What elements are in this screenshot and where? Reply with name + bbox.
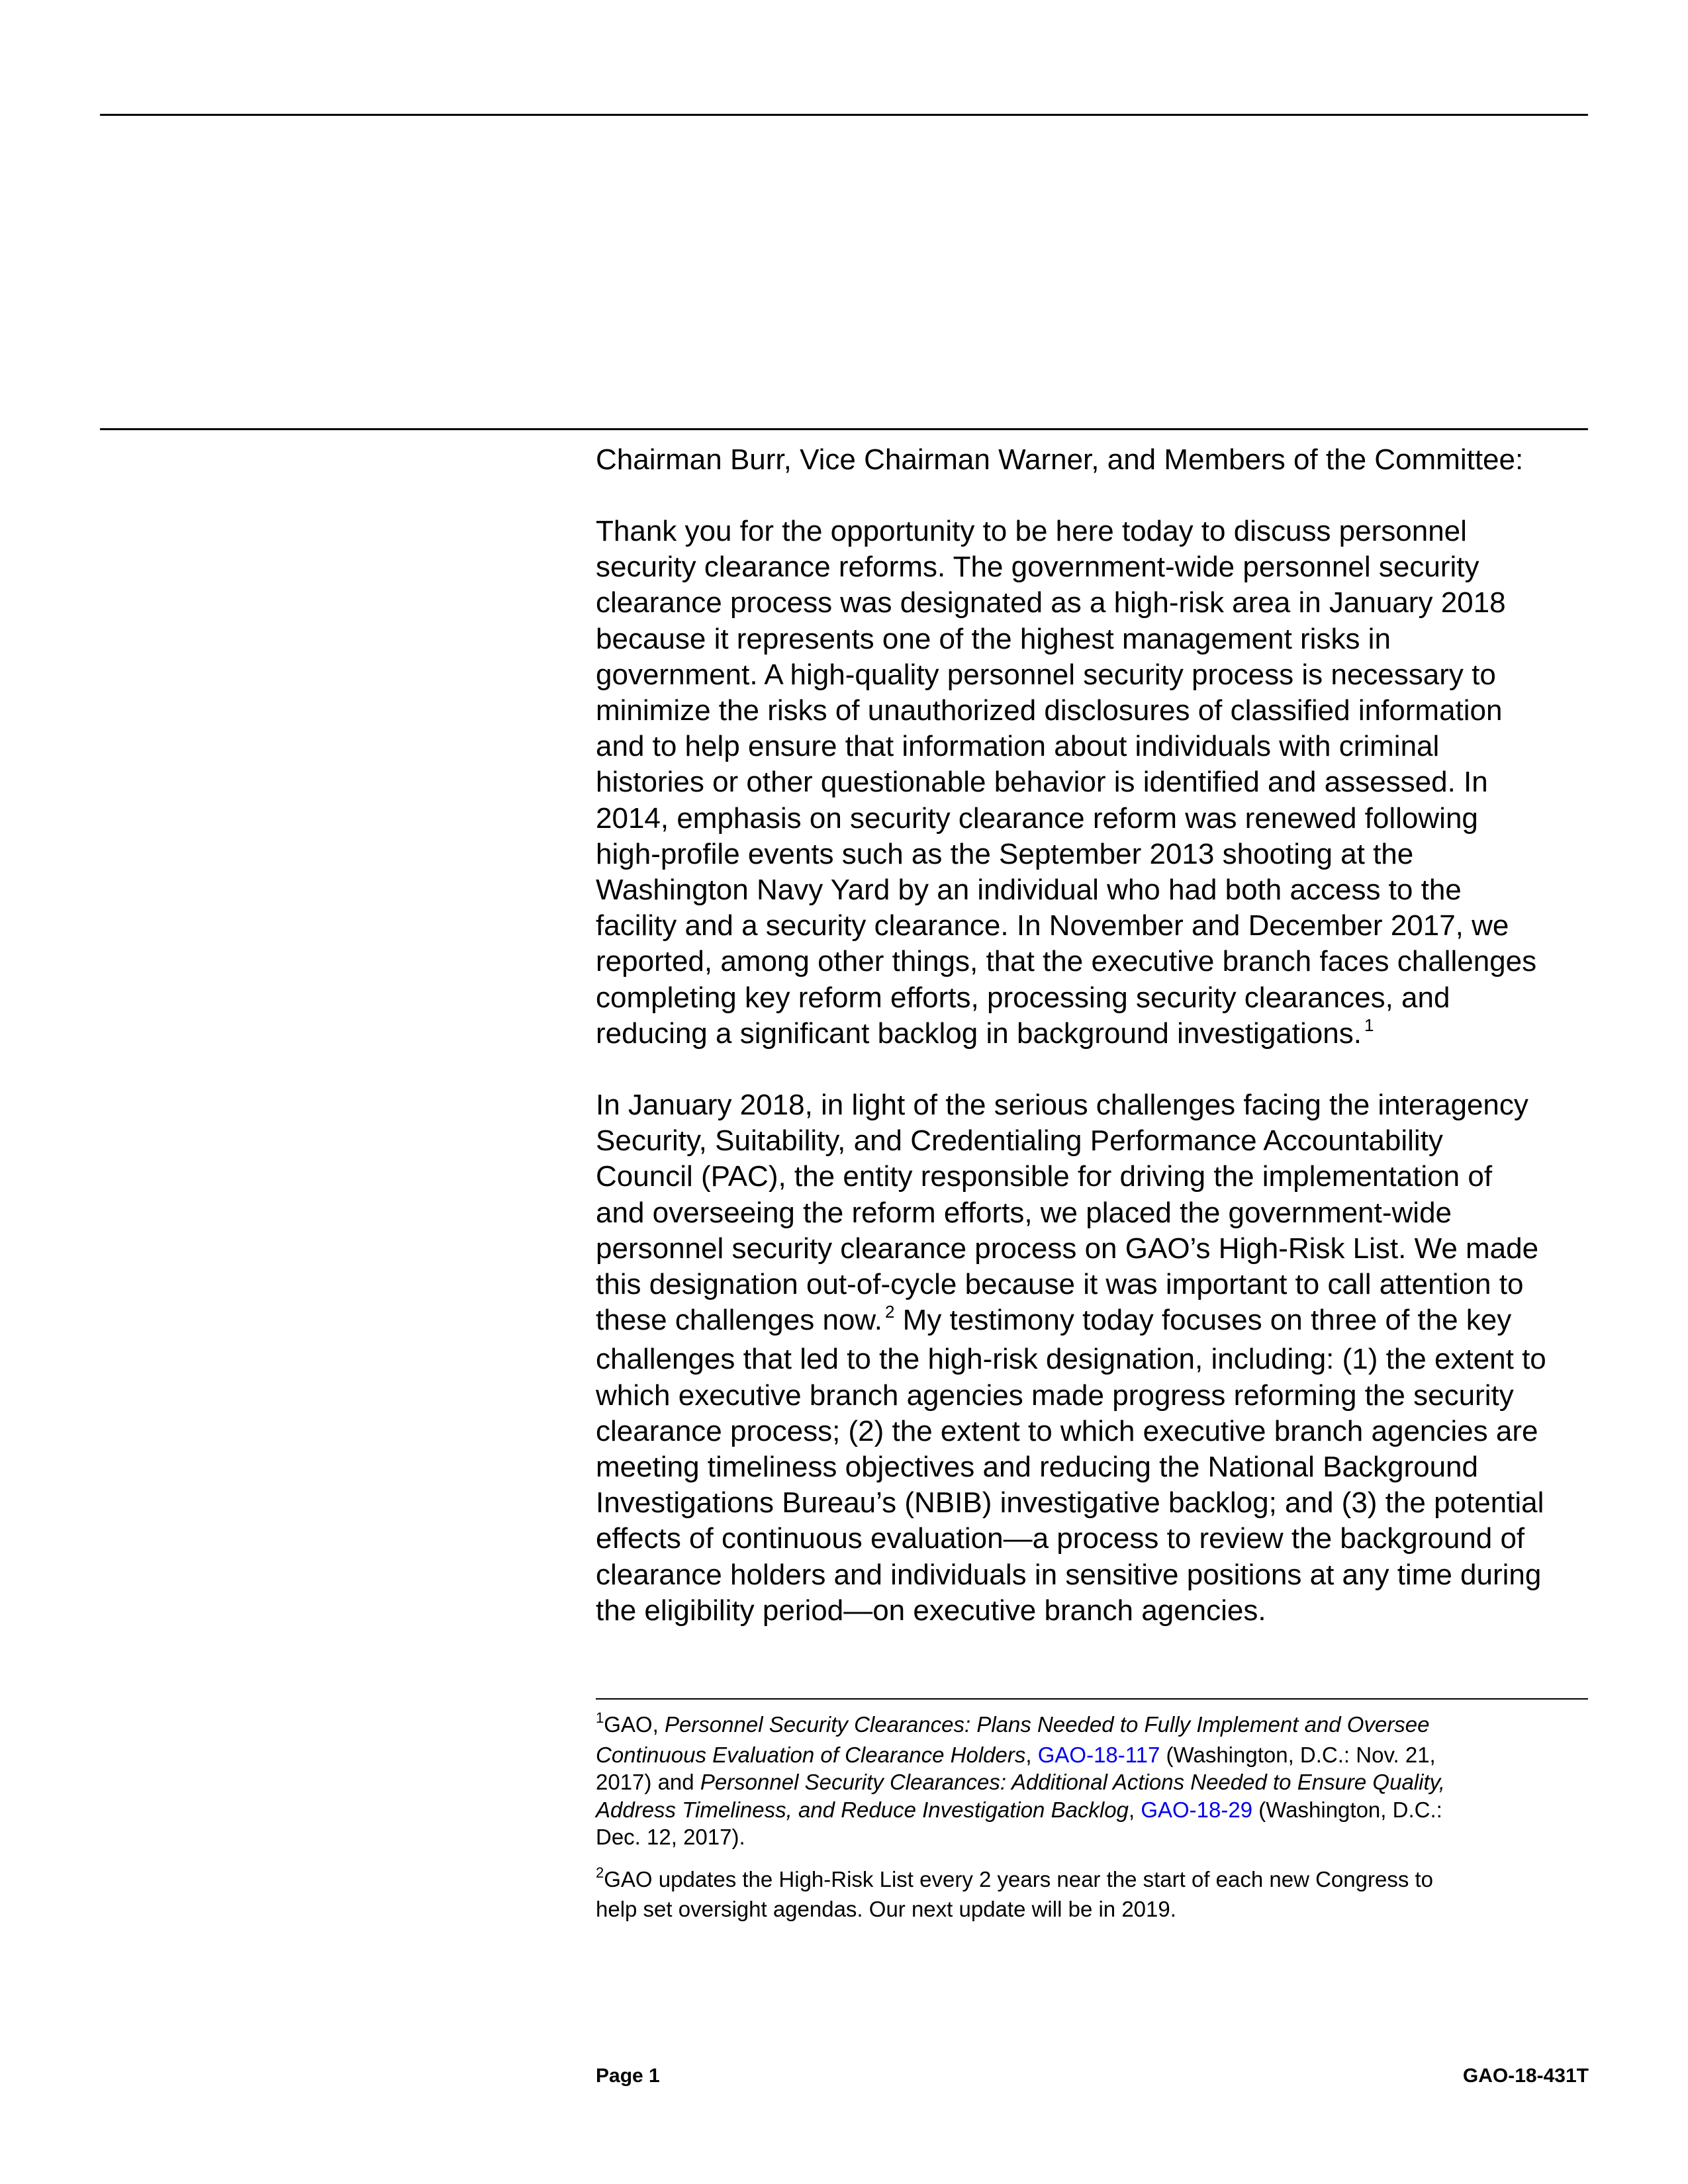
footnote-line	[596, 1823, 1595, 1851]
text-line: government. A high-quality personnel security process is necessary to	[596, 658, 1496, 691]
header-rule-bottom	[100, 428, 1588, 430]
text-line: completing key reform efforts, processing security clearances, and	[596, 981, 1450, 1014]
text-segment: GAO,	[604, 1712, 665, 1737]
text-segment: ,	[1128, 1797, 1141, 1822]
paragraph-1	[596, 514, 1595, 1055]
text-line: minimize the risks of unauthorized disclosures of classified information	[596, 694, 1503, 727]
text-segment: (Washington, D.C.:	[1252, 1797, 1442, 1822]
footnote-number: 2	[596, 1864, 604, 1881]
text-segment: help set oversight agendas. Our next update will be in 2019.	[596, 1897, 1176, 1921]
report-link-gao-18-117[interactable]: GAO-18-117	[1037, 1742, 1160, 1767]
text-line: clearance process; (2) the extent to which executive branch agencies are	[596, 1414, 1538, 1447]
text-segment: My testimony today focuses on three of the key	[894, 1304, 1512, 1337]
header-rule-top	[100, 114, 1588, 116]
text-segment: these challenges now.	[596, 1304, 882, 1337]
text-line: clearance holders and individuals in sensitive positions at any time during	[596, 1558, 1542, 1591]
text-line: In January 2018, in light of the serious challenges facing the interagency	[596, 1089, 1528, 1121]
text-line: clearance process was designated as a high-risk area in January 2018	[596, 586, 1506, 619]
footnote-line	[596, 1796, 1595, 1824]
text-line: which executive branch agencies made progress reforming the security	[596, 1379, 1514, 1412]
text-line: because it represents one of the highest management risks in	[596, 622, 1391, 655]
text-segment: reducing a significant backlog in background investigations.	[596, 1017, 1362, 1050]
footnote-line	[596, 1895, 1595, 1923]
text-segment: 2017) and	[596, 1770, 700, 1794]
text-segment: GAO updates the High-Risk List every 2 years near the start of each new Congress to	[604, 1866, 1434, 1891]
text-line: Thank you for the opportunity to be here today to discuss personnel	[596, 515, 1467, 547]
text-line: meeting timeliness objectives and reducing the National Background	[596, 1451, 1478, 1484]
footnote-line	[596, 1711, 1595, 1741]
footnote-line	[596, 1866, 1595, 1896]
text-line: reported, among other things, that the executive branch faces challenges	[596, 945, 1537, 978]
footnotes	[596, 1711, 1595, 1938]
text-line: facility and a security clearance. In November and December 2017, we	[596, 909, 1509, 942]
text-line: Security, Suitability, and Credentialing Performance Accountability	[596, 1124, 1443, 1158]
footnote-line	[596, 1768, 1595, 1796]
footnote-ref-1[interactable]: 1	[1364, 1015, 1374, 1035]
text-line: and to help ensure that information about individuals with criminal	[596, 730, 1440, 763]
text-segment: ,	[1025, 1742, 1038, 1767]
text-line: 2014, emphasis on security clearance reform was renewed following	[596, 801, 1478, 835]
footnote-ref-2[interactable]: 2	[884, 1302, 895, 1322]
paragraph-2	[596, 1087, 1595, 1629]
footnote-number: 1	[596, 1709, 604, 1726]
report-title: Personnel Security Clearances: Additional Actions Needed to Ensure Quality,	[700, 1770, 1445, 1794]
footnote-2	[596, 1866, 1595, 1923]
text-line: histories or other questionable behavior is identified and assessed. In	[596, 766, 1488, 799]
text-line: the eligibility period—on executive branch agencies.	[596, 1594, 1266, 1627]
footnote-line	[596, 1741, 1595, 1769]
text-line: high-profile events such as the September 2013 shooting at the	[596, 837, 1414, 870]
text-line: security clearance reforms. The government-wide personnel security	[596, 551, 1479, 584]
report-link-gao-18-29[interactable]: GAO-18-29	[1141, 1797, 1253, 1822]
report-number: GAO-18-431T	[1462, 2065, 1589, 2087]
text-line	[596, 1016, 1595, 1055]
text-line: Investigations Bureau’s (NBIB) investigative backlog; and (3) the potential	[596, 1486, 1544, 1520]
footnote-separator	[596, 1698, 1588, 1700]
text-line: personnel security clearance process on GAO’s High-Risk List. We made	[596, 1232, 1539, 1265]
text-line: effects of continuous evaluation—a process to review the background of	[596, 1522, 1525, 1555]
text-line: and overseeing the reform efforts, we placed the government-wide	[596, 1196, 1452, 1229]
text-line: Council (PAC), the entity responsible for driving the implementation of	[596, 1160, 1493, 1193]
text-segment: Dec. 12, 2017).	[596, 1825, 745, 1849]
page-number: Page 1	[596, 2065, 660, 2087]
report-title: Continuous Evaluation of Clearance Holders	[596, 1742, 1026, 1767]
report-title: Personnel Security Clearances: Plans Needed to Fully Implement and Oversee	[664, 1712, 1430, 1737]
text-line: Washington Navy Yard by an individual who had both access to the	[596, 874, 1462, 907]
text-segment: (Washington, D.C.: Nov. 21,	[1160, 1742, 1436, 1767]
report-title: Address Timeliness, and Reduce Investigation Backlog	[596, 1797, 1129, 1822]
text-line: this designation out-of-cycle because it was important to call attention to	[596, 1268, 1524, 1301]
footnote-1	[596, 1711, 1595, 1851]
text-line: challenges that led to the high-risk designation, including: (1) the extent to	[596, 1343, 1546, 1376]
salutation: Chairman Burr, Vice Chairman Warner, and Members of the Committee:	[596, 443, 1524, 476]
text-line	[596, 1302, 1595, 1342]
